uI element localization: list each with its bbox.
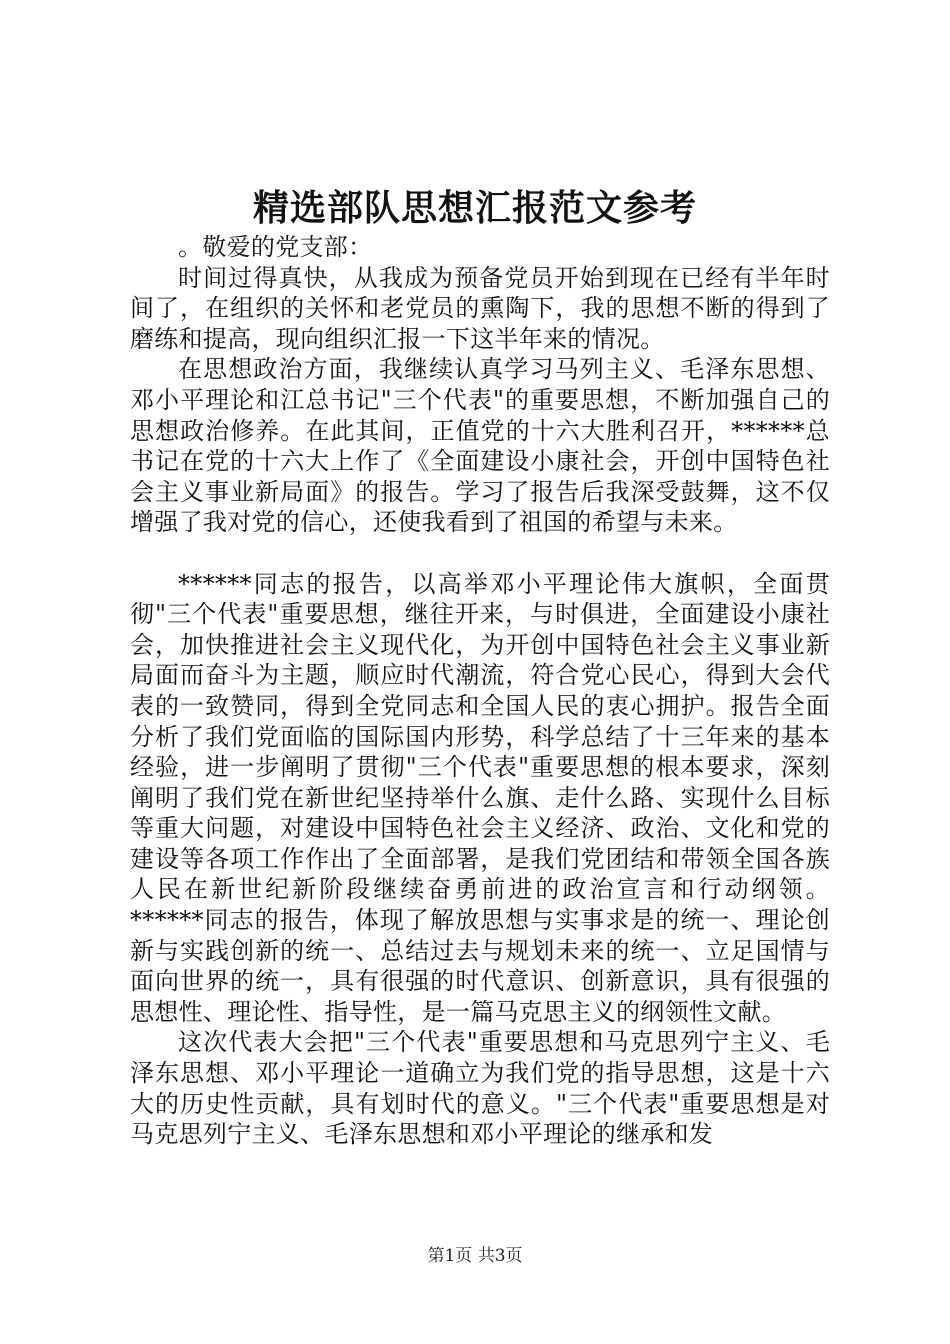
paragraph-4: 这次代表大会把"三个代表"重要思想和马克思列宁主义、毛泽东思想、邓小平理论一道确立为我们党的指导思想，这是十六大的历史性贡献，具有划时代的意义。"三个代表"重要思想是对马克思列宁主义、毛泽东思想和邓小平理论的继承和发: [130, 1028, 830, 1149]
document-body: [130, 232, 830, 1150]
paragraph-3: ******同志的报告，以高举邓小平理论伟大旗帜，全面贯彻"三个代表"重要思想，继往开来，与时俱进，全面建设小康社会，加快推进社会主义现代化，为开创中国特色社会主义事业新局面而奋斗为主题，顺应时代潮流，符合党心民心，得到大会代表的一致赞同，得到全党同志和全国人民的衷心拥护。报告全面分析了我们党面临的国际国内形势，科学总结了十三年来的基本经验，进一步阐明了贯彻"三个代表"重要思想的根本要求，深刻阐明了我们党在新世纪坚持举什么旗、走什么路、实现什么目标等重大问题，对建设中国特色社会主义经济、政治、文化和党的建设等各项工作作出了全面部署，是我们党团结和带领全国各族人民在新世纪新阶段继续奋勇前进的政治宣言和行动纲领。******同志的报告，体现了解放思想与实事求是的统一、理论创新与实践创新的统一、总结过去与规划未来的统一、立足国情与面向世界的统一，具有很强的时代意识、创新意识，具有很强的思想性、理论性、指导性，是一篇马克思主义的纲领性文献。: [130, 569, 830, 1026]
paragraph-1: 时间过得真快，从我成为预备党员开始到现在已经有半年时间了，在组织的关怀和老党员的熏陶下，我的思想不断的得到了磨练和提高，现向组织汇报一下这半年来的情况。: [130, 263, 830, 353]
salutation: 。敬爱的党支部：: [178, 233, 373, 261]
page-number-footer: 第1页 共3页: [427, 1246, 523, 1266]
paragraph-2: 在思想政治方面，我继续认真学习马列主义、毛泽东思想、邓小平理论和江总书记"三个代表"的重要思想，不断加强自己的思想政治修养。在此其间，正值党的十六大胜利召开，******总书记在党的十六大上作了《全面建设小康社会，开创中国特色社会主义事业新局面》的报告。学习了报告后我深受鼓舞，这不仅增强了我对党的信心，还使我看到了祖国的希望与未来。: [130, 355, 830, 537]
document-title: 精选部队思想汇报范文参考: [252, 187, 697, 229]
paragraph-spacer: [130, 538, 830, 569]
